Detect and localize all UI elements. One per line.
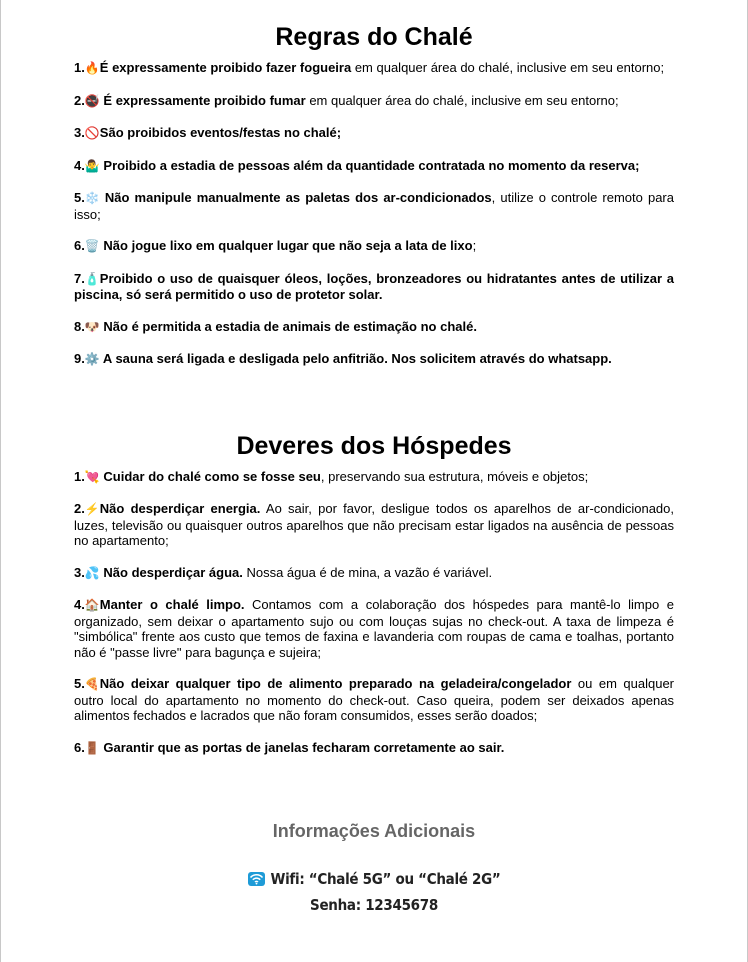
trash-icon: 🗑️ xyxy=(84,239,100,253)
info-title: Informações Adicionais xyxy=(272,821,476,841)
snowflake-icon: ❄️ xyxy=(84,191,100,205)
list-item: 5.❄️ Não manipule manualmente as paletas dos ar-condicionados, utilize o controle remoto para isso; xyxy=(74,190,674,222)
list-item: 3.💦 Não desperdiçar água. Nossa água é de mina, a vazão é variável. xyxy=(74,564,493,580)
list-item: 6.🚪 Garantir que as portas de janelas fecharam corretamente ao sair. xyxy=(74,739,505,755)
door-icon: 🚪 xyxy=(84,740,100,755)
list-item: 1.💘 Cuidar do chalé como se fosse seu, preservando sua estrutura, móveis e objetos; xyxy=(74,468,589,484)
list-item: 8.🐶 Não é permitida a estadia de animais de estimação no chalé. xyxy=(74,318,477,334)
dog-icon: 🐶 xyxy=(84,319,100,334)
wifi-line xyxy=(74,870,674,888)
lightning-icon: ⚡ xyxy=(84,502,100,516)
list-item: 5.🍕Não deixar qualquer tipo de alimento preparado na geladeira/congelador ou em qualquer outro local do apartamento no momento do check-out. Caso queira, podem ser deixados apenas alimentos fechados e lacrados que não foram consumidos, esses serão doados; xyxy=(74,676,675,723)
heart-arrow-icon: 💘 xyxy=(84,469,100,484)
list-item: 6.🗑️ Não jogue lixo em qualquer lugar que não seja a lata de lixo; xyxy=(74,238,477,253)
person-shrug-icon: 🤷‍♂️ xyxy=(84,158,100,173)
no-smoking-icon: 🚭 xyxy=(84,93,100,108)
regras-list xyxy=(74,60,674,368)
list-item: 4.🏠Manter o chalé limpo. Contamos com a colaboração dos hóspedes para mantê-lo limpo e organizado, sem deixar o apartamento sujo ou com louças sujas no check-out. A taxa de limpeza é "simbólica" frente aos custo que temos de faxina e lavanderia com roupas de cama e toalhas, portanto não é "passe livre" para bagunça e sujeira; xyxy=(74,597,674,660)
fire-icon: 🔥 xyxy=(84,61,100,75)
list-item: 4.🤷‍♂️ Proibido a estadia de pessoas além da quantidade contratada no momento da reserva; xyxy=(74,157,640,173)
prohibited-icon: 🚫 xyxy=(84,126,100,140)
list-item: 3.🚫São proibidos eventos/festas no chalé; xyxy=(74,125,342,140)
house-icon: 🏠 xyxy=(84,598,100,612)
deveres-list xyxy=(74,469,674,757)
deveres-title: Deveres dos Hóspedes xyxy=(236,431,512,460)
pizza-icon: 🍕 xyxy=(84,677,100,691)
wifi-text: Wifi: “Chalé 5G” ou “Chalé 2G” xyxy=(270,870,501,888)
regras-title: Regras do Chalé xyxy=(275,23,473,51)
list-item: 2.🚭 É expressamente proibido fumar em qualquer área do chalé, inclusive em seu entorno; xyxy=(74,92,619,108)
lotion-bottle-icon: 🧴 xyxy=(84,271,100,286)
password-line: Senha: 12345678 xyxy=(310,896,438,914)
wifi-icon xyxy=(248,872,265,886)
water-drops-icon: 💦 xyxy=(84,565,100,580)
list-item: 7.🧴Proibido o uso de quaisquer óleos, loções, bronzeadores ou hidratantes antes de utilizar a piscina, só será permitido o uso de protetor solar. xyxy=(74,270,674,302)
gear-icon: ⚙️ xyxy=(84,352,100,366)
list-item: 1.🔥É expressamente proibido fazer fogueira em qualquer área do chalé, inclusive em seu entorno; xyxy=(74,60,665,75)
list-item: 2.⚡Não desperdiçar energia. Ao sair, por favor, desligue todos os aparelhos de ar-condicionado, luzes, televisão ou quaisquer outros aparelhos que não precisam estar ligados na ausência de pessoas no apartamento; xyxy=(74,501,674,548)
list-item: 9.⚙️ A sauna será ligada e desligada pelo anfitrião. Nos solicitem através do whatsapp. xyxy=(74,351,612,366)
